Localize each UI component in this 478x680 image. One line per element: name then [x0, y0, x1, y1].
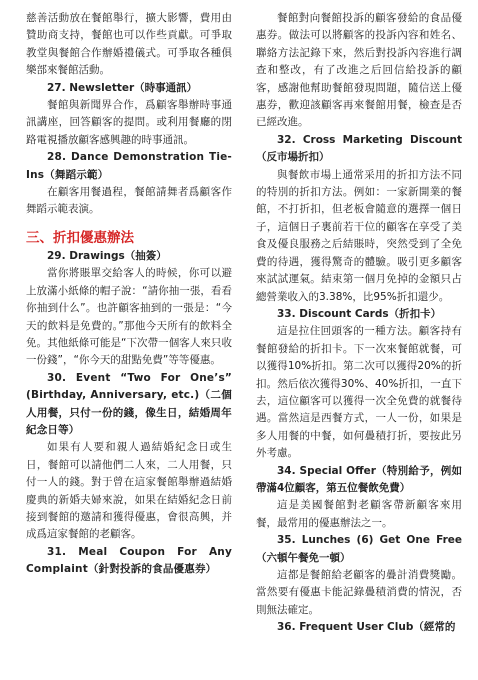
- document-page: [26, 10, 464, 674]
- item-33-body: 這是拉住回頭客的一種方法。顧客持有餐館發給的折扣卡。下一次來餐館就餐，可以獲得10%折扣。第二次可以獲得20%的折扣。然后依次獲得30%、40%折扣，一直下去，這位顧客可以獲得一次全免費的就餐待遇。當然這是西餐方式，一人一份，如果是多人用餐的中餐，如何疊積打折，要按此另外考慮。: [256, 325, 462, 460]
- item-34-body: 這是美國餐館對老顧客帶新顧客來用餐，最常用的優惠辦法之一。: [256, 499, 462, 529]
- right-column: [256, 10, 462, 637]
- item-36-title: 36. Frequent User Club（經常的: [277, 621, 456, 634]
- item-31-body: 餐館對向餐館投訴的顧客發給的食品優惠券。做法可以將顧客的投訴內容和姓名、聯絡方法記錄下來，然后對投訴內容進行調查和整改，有了改進之后回信給投訴的顧客，感謝他幫助餐館發現問題，隨信送上優惠券，歡迎該顧客再來餐館用餐，檢查是否已經改進。: [256, 12, 462, 129]
- item-35-body: 這都是餐館給老顧客的疊計消費獎勵。當然要有優惠卡能記錄疊積消費的情況，否則無法確定。: [256, 569, 462, 616]
- item-27-title: 27. Newsletter（時事通訊）: [47, 81, 198, 94]
- item-27-body: 餐館與新聞界合作，爲顧客舉辦時事通訊講座，回答顧客的提問。或利用餐廳的閉路電視播放顧客感興趣的時事通訊。: [26, 99, 232, 146]
- item-30-body: 如果有人要和親人過結婚紀念日或生日，餐館可以請他們二人來，二人用餐，只付一人的錢。對于曾在這家餐館舉辦過結婚慶典的新婚夫婦來說，如果在結婚紀念日前接到餐館的邀請和獲得優惠，會很高興，并成爲這家餐館的老顧客。: [26, 441, 232, 541]
- item-28-body: 在顧客用餐過程，餐館請舞者爲顧客作舞蹈示範表演。: [26, 186, 232, 216]
- left-column: [26, 10, 232, 579]
- item-29-body: 當你將賬單交給客人的時候，你可以避上放滿小紙條的帽子說：“請你抽一張，看看你抽到什么”。也許顧客抽到的一張是：“今天的飲料是免費的。”那他今天所有的飲料全免。其他紙條可能是“下次帶一個客人來只收一份錢”，“你今天的甜點免費”等等優惠。: [26, 267, 232, 367]
- item-28-title: 28. Dance Demonstration Tie-Ins（舞蹈示範）: [26, 151, 232, 181]
- section-heading: 三、折扣優惠辦法: [26, 229, 134, 246]
- item-33-title: 33. Discount Cards（折扣卡）: [277, 307, 442, 320]
- item-32-title: 32. Cross Marketing Discount（反市場折扣）: [256, 133, 462, 164]
- item-29-title: 29. Drawings（抽簽）: [47, 249, 167, 262]
- intro-paragraph: 慈善活動放在餐館舉行，擴大影響，費用由贊助商支持，餐館也可以作些貢獻。可爭取教堂與餐館合作辦婚禮儀式。可爭取各種俱樂部來餐館活動。: [26, 12, 232, 77]
- item-35-title: 35. Lunches (6) Get One Free（六頓午餐免一頓）: [256, 534, 462, 564]
- item-30-title: 30. Event “Two For One’s” (Birthday, Anniversary, etc.)（二個人用餐，只付一份的錢，像生日，結婚周年紀念日等）: [26, 371, 232, 436]
- item-31-title: 31. Meal Coupon For Any Complaint（針對投訴的食品優惠券）: [26, 545, 232, 576]
- item-32-body: 與餐飲市場上通常采用的折扣方法不同的特別的折扣方法。例如：一家新開業的餐館，不打折扣，但老板會隨意的選擇一個日子，這個日子裏前若干位的顧客在享受了美食及優良服務之后結賬時，突然受到了全免費的待遇，獲得驚奇的體驗。吸引更多顧客來試試運氣。結束第一個月免掉的金額只占總營業收入的3.38%，比95%折扣還少。: [256, 168, 462, 303]
- item-34-title: 34. Special Offer（特別給予，例如帶滿4位顧客，第五位餐飲免費）: [256, 464, 462, 494]
